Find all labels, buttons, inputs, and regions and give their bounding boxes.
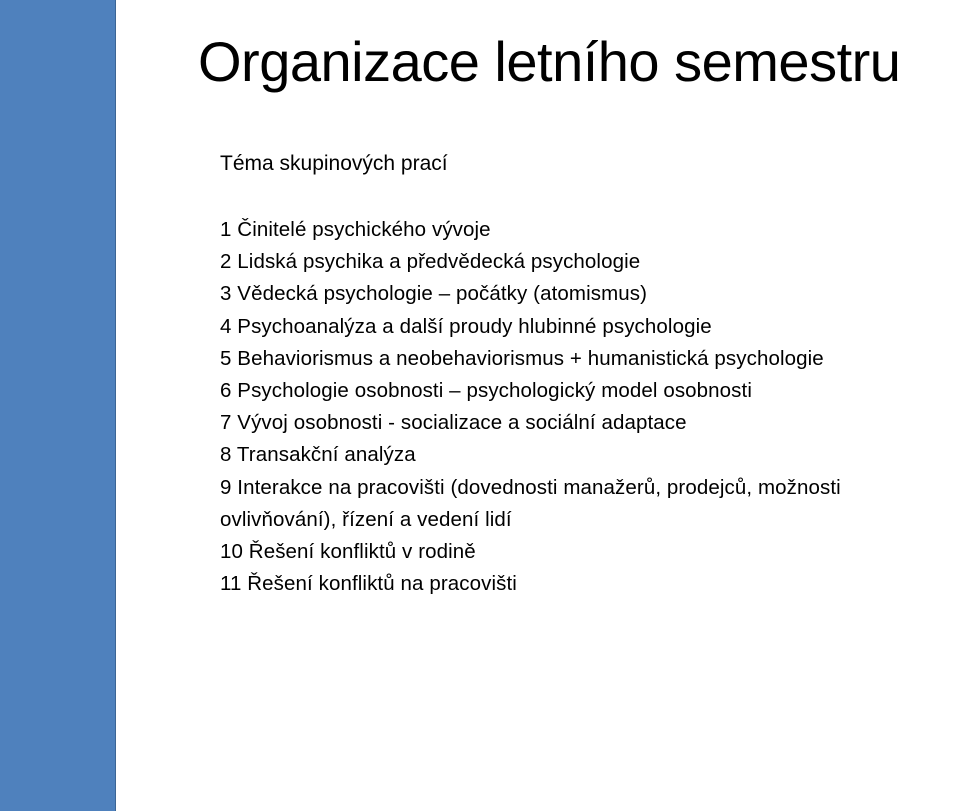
topic-item: 8 Transakční analýza xyxy=(220,443,416,467)
slide-title: Organizace letního semestru xyxy=(198,30,901,93)
slide-subtitle: Téma skupinových prací xyxy=(220,152,448,175)
topic-item: 4 Psychoanalýza a další proudy hlubinné psychologie xyxy=(220,314,712,338)
topic-item: 5 Behaviorismus a neobehaviorismus + humanistická psychologie xyxy=(220,346,824,370)
topic-item: 3 Vědecká psychologie – počátky (atomismus) xyxy=(220,282,648,306)
topic-item: 11 Řešení konfliktů na pracovišti xyxy=(220,572,517,596)
topic-item: 6 Psychologie osobnosti – psychologický model osobnosti xyxy=(220,379,752,403)
topic-item: 2 Lidská psychika a předvědecká psychologie xyxy=(220,250,641,274)
side-accent-bar xyxy=(0,0,116,811)
topic-item-continuation: ovlivňování), řízení a vedení lidí xyxy=(220,507,512,531)
topic-item: 1 Činitelé psychického vývoje xyxy=(220,218,491,241)
topic-item: 7 Vývoj osobnosti - socializace a sociální adaptace xyxy=(220,411,687,435)
topic-list xyxy=(220,214,960,600)
topic-item: 9 Interakce na pracovišti (dovednosti manažerů, prodejců, možnosti xyxy=(220,475,841,499)
topic-item: 10 Řešení konfliktů v rodině xyxy=(220,540,476,564)
